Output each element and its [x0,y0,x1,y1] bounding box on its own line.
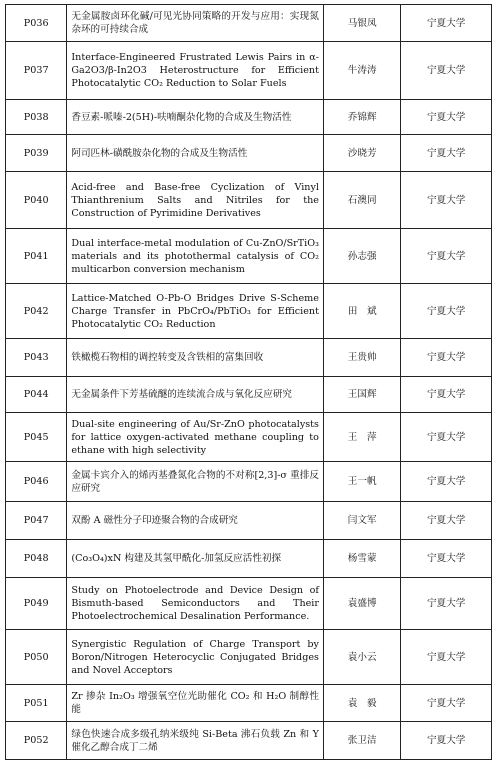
presenter-name: 张卫洁 [323,722,400,760]
table-row [6,540,492,578]
poster-code: P044 [6,377,67,413]
school-name: 宁夏大学 [401,462,492,502]
table-row [6,377,492,413]
poster-code: P046 [6,462,67,502]
poster-code: P039 [6,135,67,172]
table-row [6,339,492,377]
poster-code: P043 [6,339,67,377]
presenter-name: 孙志强 [323,229,400,284]
poster-list-table [5,4,492,760]
table-row [6,42,492,100]
poster-code: P048 [6,540,67,578]
school-name: 宁夏大学 [401,540,492,578]
school-name: 宁夏大学 [401,630,492,685]
poster-code: P041 [6,229,67,284]
poster-title: 无金属条件下芳基硫醚的连续流合成与氧化反应研究 [67,377,324,413]
poster-title: 铁橄榄石物相的调控转变及含铁相的富集回收 [67,339,324,377]
poster-code: P045 [6,413,67,462]
presenter-name: 王国辉 [323,377,400,413]
poster-code: P051 [6,685,67,722]
table-body [6,5,492,760]
poster-title: Zr 掺杂 In₂O₃ 增强氧空位光助催化 CO₂ 和 H₂O 制醇性能 [67,685,324,722]
presenter-name: 牛涛涛 [323,42,400,100]
school-name: 宁夏大学 [401,722,492,760]
presenter-name: 王一帆 [323,462,400,502]
school-name: 宁夏大学 [401,172,492,229]
presenter-name: 闫文军 [323,502,400,540]
poster-code: P036 [6,5,67,42]
presenter-name: 田 斌 [323,284,400,339]
table-row [6,135,492,172]
school-name: 宁夏大学 [401,5,492,42]
poster-title: Dual-site engineering of Au/Sr-ZnO photocatalysts for lattice oxygen-activated methane coupling to ethane with high selectivity [67,413,324,462]
poster-title: Study on Photoelectrode and Device Design of Bismuth-based Semiconductors and Their Photoelectrochemical Desalination Performance. [67,578,324,630]
poster-code: P042 [6,284,67,339]
school-name: 宁夏大学 [401,377,492,413]
table-row [6,5,492,42]
school-name: 宁夏大学 [401,339,492,377]
poster-code: P040 [6,172,67,229]
poster-code: P037 [6,42,67,100]
presenter-name: 袁小云 [323,630,400,685]
poster-title: 阿司匹林-磺酰胺杂化物的合成及生物活性 [67,135,324,172]
poster-title: 无金属胺卤环化碱/可见光协同策略的开发与应用：实现氮杂环的可持续合成 [67,5,324,42]
table-row [6,578,492,630]
school-name: 宁夏大学 [401,284,492,339]
table-row [6,100,492,135]
presenter-name: 石澳同 [323,172,400,229]
table-row [6,413,492,462]
poster-code: P038 [6,100,67,135]
poster-title: (Co₃O₄)xN 构建及其氢甲酰化-加氢反应活性初探 [67,540,324,578]
poster-title: Lattice-Matched O-Pb-O Bridges Drive S-Scheme Charge Transfer in PbCrO₄/PbTiO₃ for Efficient Photocatalytic CO₂ Reduction [67,284,324,339]
table-row [6,630,492,685]
presenter-name: 王贵帅 [323,339,400,377]
table-row [6,229,492,284]
table-row [6,462,492,502]
poster-title: Interface-Engineered Frustrated Lewis Pairs in α-Ga2O3/β-In2O3 Heterostructure for Efficient Photocatalytic CO₂ Reduction to Solar Fuels [67,42,324,100]
presenter-name: 王 萍 [323,413,400,462]
presenter-name: 袁 毅 [323,685,400,722]
school-name: 宁夏大学 [401,229,492,284]
poster-title: 双酚 A 磁性分子印迹聚合物的合成研究 [67,502,324,540]
poster-title: Acid-free and Base-free Cyclization of Vinyl Thianthrenium Salts and Nitriles for the Construction of Pyrimidine Derivatives [67,172,324,229]
poster-code: P047 [6,502,67,540]
poster-title: 绿色快速合成多级孔纳米级纯 Si-Beta 沸石负载 Zn 和 Y 催化乙醇合成丁二烯 [67,722,324,760]
school-name: 宁夏大学 [401,100,492,135]
school-name: 宁夏大学 [401,685,492,722]
poster-title: Dual interface-metal modulation of Cu-ZnO/SrTiO₃ materials and its photothermal catalysis of CO₂ multicarbon conversion mechanism [67,229,324,284]
table-row [6,284,492,339]
poster-title: 香豆素-哌嗪-2(5H)-呋喃酮杂化物的合成及生物活性 [67,100,324,135]
table-row [6,172,492,229]
poster-title: 金属卡宾介入的烯丙基叠氮化合物的不对称[2,3]-σ 重排反应研究 [67,462,324,502]
school-name: 宁夏大学 [401,135,492,172]
presenter-name: 杨雪蒙 [323,540,400,578]
school-name: 宁夏大学 [401,578,492,630]
poster-code: P050 [6,630,67,685]
presenter-name: 乔锦辉 [323,100,400,135]
table-row [6,722,492,760]
presenter-name: 沙晓芳 [323,135,400,172]
school-name: 宁夏大学 [401,413,492,462]
poster-title: Synergistic Regulation of Charge Transport by Boron/Nitrogen Heterocyclic Conjugated Bridges and Novel Acceptors [67,630,324,685]
school-name: 宁夏大学 [401,502,492,540]
table-row [6,685,492,722]
presenter-name: 马银凤 [323,5,400,42]
table-row [6,502,492,540]
presenter-name: 袁盛博 [323,578,400,630]
school-name: 宁夏大学 [401,42,492,100]
poster-code: P052 [6,722,67,760]
poster-code: P049 [6,578,67,630]
